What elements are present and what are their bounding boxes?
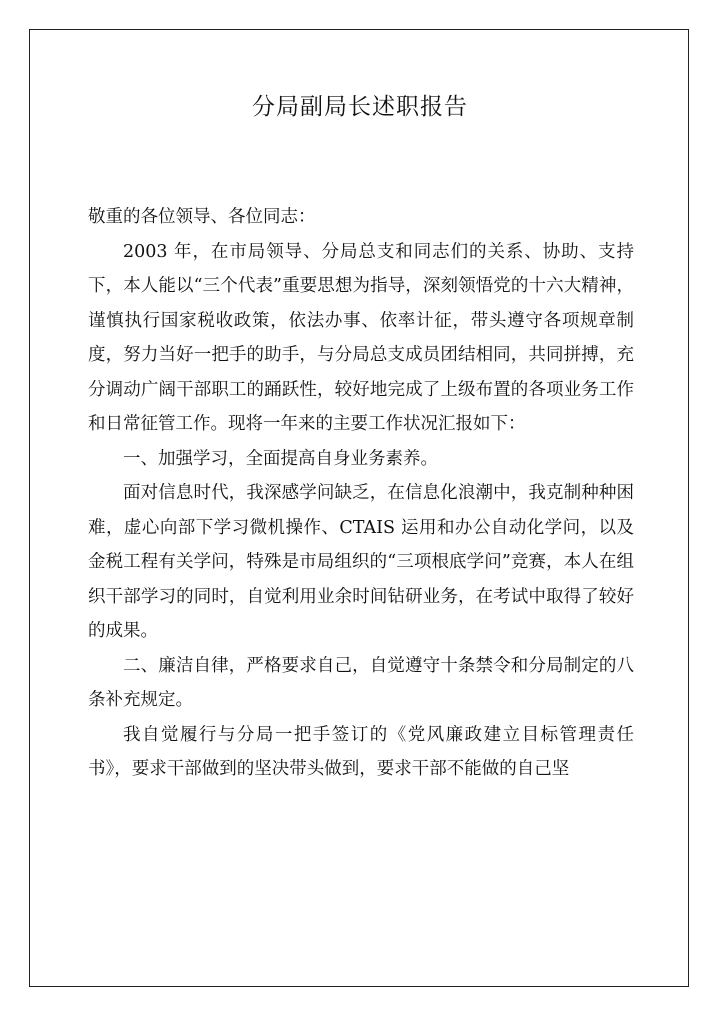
document-title: 分局副局长述职报告	[252, 94, 468, 120]
paragraph-intro: 2003 年，在市局领导、分局总支和同志们的关系、协助、支持下，本人能以“三个代表”重要思想为指导，深刻领悟党的十六大精神，谨慎执行国家税收政策，依法办事、依率计征，带头遵守各项规章制度，努力当好一把手的助手，与分局总支成员团结相同，共同拼搏，充分调动广阔干部职工的踊跃性，较好地完成了上级布置的各项业务工作和日常征管工作。现将一年来的主要工作状况汇报如下：	[88, 241, 634, 434]
salutation: 敬重的各位领导、各位同志：	[88, 207, 316, 227]
section-heading-integrity: 二、廉洁自律，严格要求自己，自觉遵守十条禁令和分局制定的八条补充规定。	[88, 655, 634, 710]
paragraph-integrity: 我自觉履行与分局一把手签订的《党风廉政建立目标管理责任书》，要求干部做到的坚决带头做到，要求干部不能做的自己坚	[88, 724, 634, 779]
section-heading-study: 一、加强学习，全面提高自身业务素养。	[123, 448, 438, 469]
paragraph-study: 面对信息时代，我深感学问缺乏，在信息化浪潮中，我克制种种困难，虚心向部下学习微机操作、CTAIS 运用和办公自动化学问，以及金税工程有关学问，特殊是市局组织的“三项根底学问”竞赛，本人在组织干部学习的同时，自觉利用业余时间钻研业务，在考试中取得了较好的成果。	[88, 483, 634, 641]
document-body	[88, 200, 634, 787]
